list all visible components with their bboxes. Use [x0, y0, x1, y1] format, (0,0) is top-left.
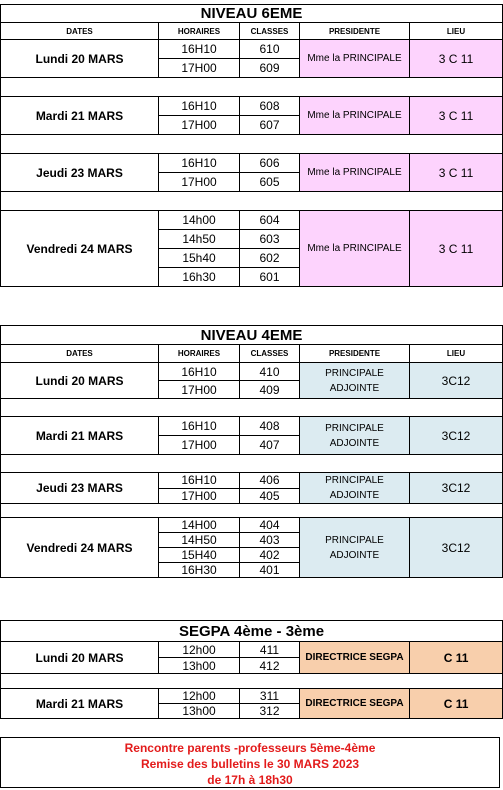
date-cell: Lundi 20 MARS: [1, 642, 159, 674]
time-cell: 16h30: [159, 268, 240, 287]
class-cell: 412: [240, 658, 300, 674]
class-cell: 406: [240, 473, 300, 489]
date-cell: Vendredi 24 MARS: [1, 211, 159, 287]
spacer-row: [1, 135, 503, 154]
column-header-classes: CLASSES: [240, 23, 300, 40]
note-line-3: de 17h à 18h30: [207, 773, 293, 787]
presidente-cell: Mme la PRINCIPALE: [300, 154, 410, 192]
class-cell: 401: [240, 563, 300, 578]
class-cell: 408: [240, 417, 300, 436]
time-cell: 15H40: [159, 548, 240, 563]
spacer-row: [1, 504, 503, 518]
class-cell: 604: [240, 211, 300, 230]
presidente-cell: Mme la PRINCIPALE: [300, 97, 410, 135]
date-cell: Vendredi 24 MARS: [1, 518, 159, 578]
spacer-row: [1, 455, 503, 473]
table-6eme: [0, 4, 503, 287]
column-header-presidente: PRESIDENTE: [300, 345, 410, 363]
spacer-row: [1, 399, 503, 417]
time-cell: 13h00: [159, 658, 240, 674]
note-line-1: Rencontre parents -professeurs 5ème-4ème: [124, 741, 376, 755]
class-cell: 405: [240, 488, 300, 504]
class-cell: 312: [240, 704, 300, 719]
table-row: [1, 211, 503, 230]
date-cell: Jeudi 23 MARS: [1, 154, 159, 192]
date-cell: Jeudi 23 MARS: [1, 473, 159, 504]
class-cell: 601: [240, 268, 300, 287]
table-row: [1, 689, 503, 704]
time-cell: 16H30: [159, 563, 240, 578]
class-cell: 407: [240, 436, 300, 455]
column-header-lieu: LIEU: [410, 345, 503, 363]
table-4eme: [0, 325, 503, 578]
time-cell: 17H00: [159, 488, 240, 504]
time-cell: 17H00: [159, 173, 240, 192]
column-header-horaires: HORAIRES: [159, 345, 240, 363]
presidente-cell: PRINCIPALE ADJOINTE: [300, 417, 410, 455]
lieu-cell: 3 C 11: [410, 40, 503, 78]
date-cell: Lundi 20 MARS: [1, 363, 159, 399]
lieu-cell: 3C12: [410, 417, 503, 455]
class-cell: 403: [240, 533, 300, 548]
table-row: [1, 642, 503, 658]
spacer-row: [1, 192, 503, 211]
lieu-cell: C 11: [410, 642, 503, 674]
lieu-cell: 3 C 11: [410, 211, 503, 287]
class-cell: 608: [240, 97, 300, 116]
spacer-row: [1, 674, 503, 689]
time-cell: 14H50: [159, 533, 240, 548]
table-row: [1, 473, 503, 489]
date-cell: Mardi 21 MARS: [1, 417, 159, 455]
time-cell: 16H10: [159, 154, 240, 173]
time-cell: 17H00: [159, 381, 240, 399]
class-cell: 610: [240, 40, 300, 59]
date-cell: Lundi 20 MARS: [1, 40, 159, 78]
presidente-cell: Mme la PRINCIPALE: [300, 211, 410, 287]
presidente-cell: PRINCIPALE ADJOINTE: [300, 473, 410, 504]
presidente-cell: Mme la PRINCIPALE: [300, 40, 410, 78]
time-cell: 12h00: [159, 689, 240, 704]
time-cell: 15h40: [159, 249, 240, 268]
section-title: NIVEAU 6EME: [1, 5, 503, 23]
presidente-cell: DIRECTRICE SEGPA: [300, 689, 410, 719]
class-cell: 602: [240, 249, 300, 268]
column-header-classes: CLASSES: [240, 345, 300, 363]
time-cell: 17H00: [159, 436, 240, 455]
note-line-2: Remise des bulletins le 30 MARS 2023: [140, 757, 360, 771]
time-cell: 13h00: [159, 704, 240, 719]
class-cell: 311: [240, 689, 300, 704]
time-cell: 14H00: [159, 518, 240, 533]
lieu-cell: 3C12: [410, 363, 503, 399]
section-6eme: [0, 4, 502, 287]
class-cell: 410: [240, 363, 300, 381]
class-cell: 603: [240, 230, 300, 249]
lieu-cell: C 11: [410, 689, 503, 719]
presidente-cell: PRINCIPALE ADJOINTE: [300, 363, 410, 399]
section-title: NIVEAU 4EME: [1, 326, 503, 345]
table-row: [1, 154, 503, 173]
class-cell: 606: [240, 154, 300, 173]
section-segpa: [0, 620, 502, 719]
class-cell: 605: [240, 173, 300, 192]
table-row: [1, 40, 503, 59]
column-header-dates: DATES: [1, 23, 159, 40]
section-title: SEGPA 4ème - 3ème: [1, 621, 503, 642]
time-cell: 16H10: [159, 473, 240, 489]
date-cell: Mardi 21 MARS: [1, 689, 159, 719]
class-cell: 402: [240, 548, 300, 563]
class-cell: 411: [240, 642, 300, 658]
table-row: [1, 518, 503, 533]
column-header-dates: DATES: [1, 345, 159, 363]
time-cell: 16H10: [159, 40, 240, 59]
table-segpa: [0, 620, 503, 719]
class-cell: 609: [240, 59, 300, 78]
time-cell: 12h00: [159, 642, 240, 658]
time-cell: 16H10: [159, 363, 240, 381]
time-cell: 17H00: [159, 59, 240, 78]
presidente-cell: DIRECTRICE SEGPA: [300, 642, 410, 674]
table-row: [1, 417, 503, 436]
table-row: [1, 363, 503, 381]
lieu-cell: 3C12: [410, 518, 503, 578]
lieu-cell: 3 C 11: [410, 154, 503, 192]
lieu-cell: 3C12: [410, 473, 503, 504]
column-header-presidente: PRESIDENTE: [300, 23, 410, 40]
column-header-horaires: HORAIRES: [159, 23, 240, 40]
presidente-cell: PRINCIPALE ADJOINTE: [300, 518, 410, 578]
time-cell: 17H00: [159, 116, 240, 135]
lieu-cell: 3 C 11: [410, 97, 503, 135]
column-header-lieu: LIEU: [410, 23, 503, 40]
class-cell: 607: [240, 116, 300, 135]
time-cell: 14h50: [159, 230, 240, 249]
section-4eme: [0, 325, 502, 578]
table-row: [1, 97, 503, 116]
event-note: [0, 737, 500, 788]
class-cell: 404: [240, 518, 300, 533]
time-cell: 16H10: [159, 97, 240, 116]
spacer-row: [1, 78, 503, 97]
date-cell: Mardi 21 MARS: [1, 97, 159, 135]
time-cell: 14h00: [159, 211, 240, 230]
time-cell: 16H10: [159, 417, 240, 436]
class-cell: 409: [240, 381, 300, 399]
